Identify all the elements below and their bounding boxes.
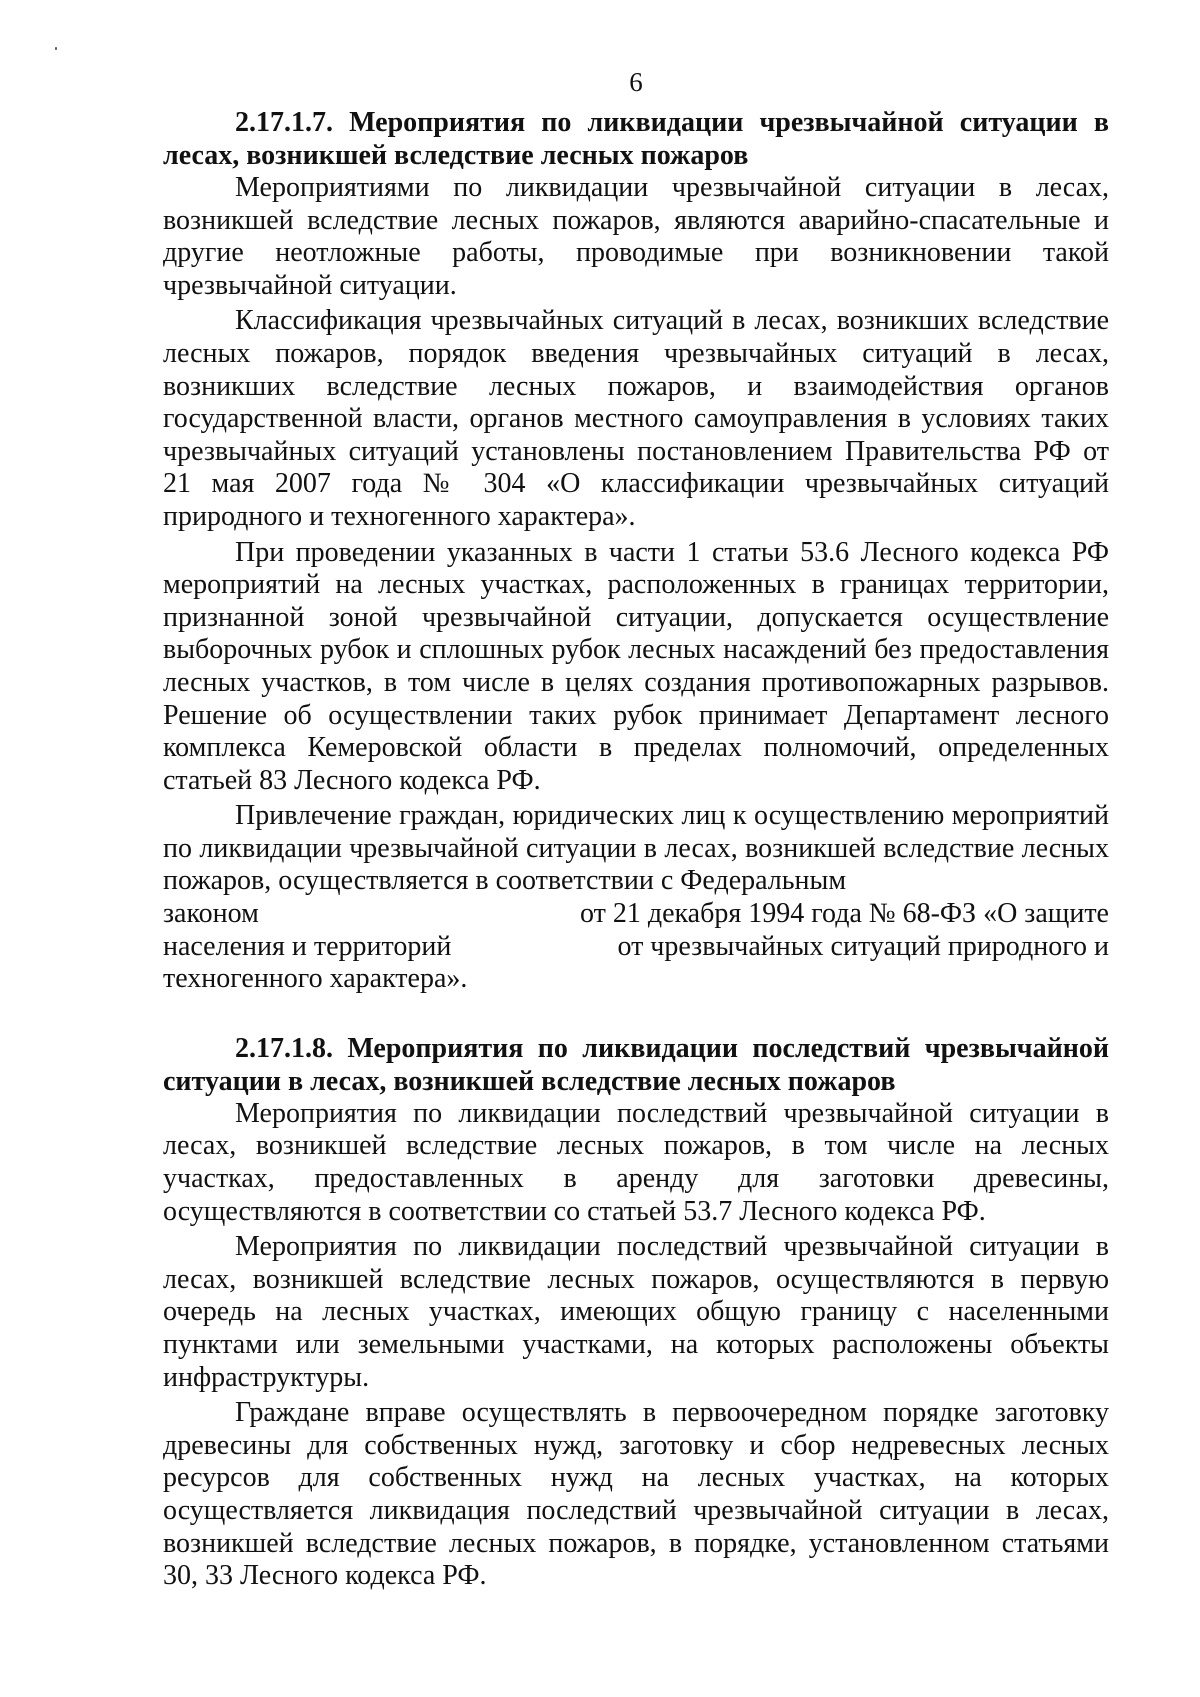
paragraph: Мероприятия по ликвидации последствий чрезвычайной ситуации в лесах, возникшей вследствие лесных пожаров, в том числе на лесных участках, предоставленных в аренду для заготовки древесины, осуществляются в соответствии со статьей 53.7 Лесного кодекса РФ. [163, 1097, 1109, 1227]
paragraph: Классификация чрезвычайных ситуаций в лесах, возникших вследствие лесных пожаров, порядок введения чрезвычайных ситуаций в лесах, возникших вследствие лесных пожаров, и взаимодействия органов государственной власти, органов местного самоуправления в условиях таких чрезвычайных ситуаций установлены постановлением Правительства РФ от 21 мая 2007 года № 304 «О классификации чрезвычайных ситуаций природного и техногенного характера». [163, 305, 1109, 532]
section-spacer [163, 996, 1109, 1032]
scan-speck [55, 47, 57, 50]
law-reference-end: техногенного характера». [163, 963, 468, 995]
law-reference-line [163, 898, 1109, 931]
paragraph: Мероприятиями по ликвидации чрезвычайной ситуации в лесах, возникшей вследствие лесных пожаров, являются аварийно-спасательные и другие неотложные работы, проводимые при возникновении такой чрезвычайной ситуации. [163, 172, 1109, 301]
law-line-right: от 21 декабря 1994 года № 68-ФЗ «О защите [579, 898, 1109, 930]
paragraph: Мероприятия по ликвидации последствий чрезвычайной ситуации в лесах, возникшей вследствие лесных пожаров, осуществляются в первую очередь на лесных участках, имеющих общую границу с населенными пунктами или земельными участками, на которых расположены объекты инфраструктуры. [163, 1231, 1109, 1393]
section-2-17-1-8 [163, 1032, 1109, 1593]
paragraph: Привлечение граждан, юридических лиц к осуществлению мероприятий по ликвидации чрезвычайной ситуации в лесах, возникшей вследствие лесных пожаров, осуществляется в соответствии с Федеральным [163, 800, 1109, 897]
document-page [163, 62, 1109, 1596]
paragraph: При проведении указанных в части 1 статьи 53.6 Лесного кодекса РФ мероприятий на лесных участках, расположенных в границах территории, признанной зоной чрезвычайной ситуации, допускается осуществление выборочных рубок и сплошных рубок лесных насаждений без предоставления лесных участков, в том числе в целях создания противопожарных разрывов. Решение об осуществлении таких рубок принимает Департамент лесного комплекса Кемеровской области в пределах полномочий, определенных статьей 83 Лесного кодекса РФ. [163, 536, 1109, 796]
law-line-left: законом [163, 898, 259, 930]
section-2-17-1-7 [163, 106, 1109, 996]
paragraph: Граждане вправе осуществлять в первоочередном порядке заготовку древесины для собственных нужд, заготовку и сбор недревесных лесных ресурсов для собственных нужд на лесных участках, на которых осуществляется ликвидация последствий чрезвычайной ситуации в лесах, возникшей вследствие лесных пожаров, в порядке, установленном статьями 30, 33 Лесного кодекса РФ. [163, 1397, 1109, 1592]
section-title: 2.17.1.7. Мероприятия по ликвидации чрезвычайной ситуации в лесах, возникшей вследствие лесных пожаров [163, 107, 1109, 171]
law-line-left: населения и территорий [163, 930, 452, 962]
law-line-right: от чрезвычайных ситуаций природного и [617, 930, 1109, 962]
page-number: 6 [629, 67, 643, 97]
section-title: 2.17.1.8. Мероприятия по ликвидации последствий чрезвычайной ситуации в лесах, возникшей вследствие лесных пожаров [163, 1032, 1109, 1097]
law-reference-line [163, 931, 1109, 964]
